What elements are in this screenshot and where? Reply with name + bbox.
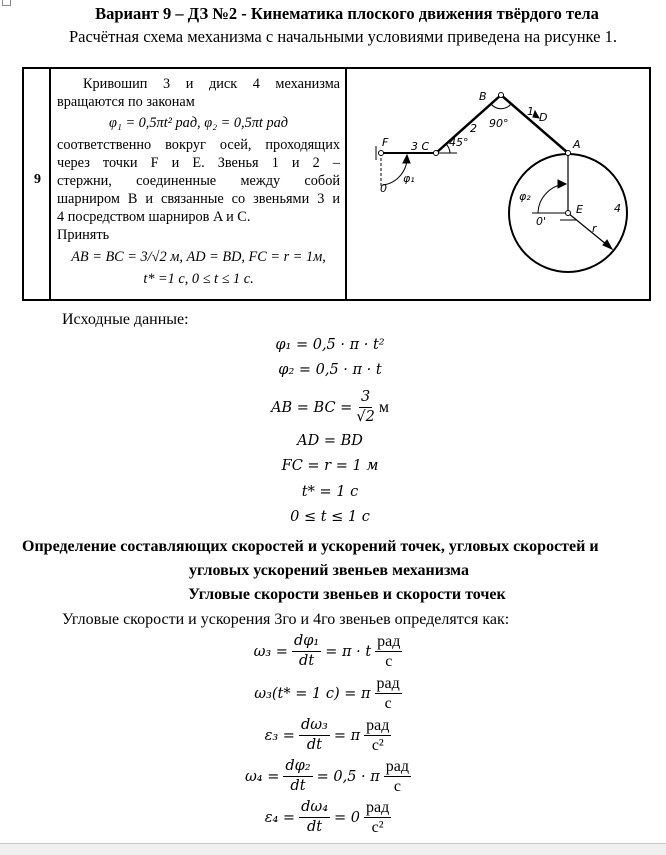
eq-rhs: = π · t (325, 643, 372, 660)
document-subtitle: Расчётная схема механизма с начальными условиями приведена на рисунке 1. (69, 27, 617, 46)
unit-numerator: рад (366, 799, 390, 816)
task-line: вращаются по законам (57, 94, 195, 110)
eq-lhs: ω₄ = (244, 768, 280, 785)
fraction-numerator: dω₃ (299, 716, 330, 736)
unit-numerator: рад (385, 758, 410, 775)
formula-ad: AD = BD (297, 433, 363, 449)
fraction-numerator: 3 (359, 388, 372, 408)
checkbox[interactable] (2, 0, 11, 6)
angle-90-arc (491, 104, 511, 109)
formula-phi1: φ₁ = 0,5 · π · t² (275, 337, 385, 353)
formula-fc: FC = r = 1 м (281, 458, 379, 474)
task-line: стержни, соединенные между собой (57, 173, 340, 189)
section-heading-cont: угловых ускорений звеньев механизма (189, 562, 469, 579)
label-A: A (573, 138, 581, 151)
fraction-numerator: dφ₂ (283, 757, 312, 777)
label-C: 3 C (411, 140, 430, 153)
unit-denominator: с (385, 653, 393, 670)
unit-denominator: с² (371, 819, 384, 836)
arrow-r-icon (603, 240, 612, 249)
hinge-C (434, 151, 439, 156)
unit-denominator: с (393, 778, 401, 795)
task-line: соответственно вокруг осей, проходящих (57, 137, 340, 153)
label-disk-4: 4 (614, 202, 621, 215)
task-formula: AB = BC = 3/√2 м, AD = BD, FC = r = 1м, (71, 249, 326, 265)
phi2-arc (538, 184, 566, 213)
label-B: B (479, 90, 487, 103)
equation-omega3-tstar (0, 674, 660, 713)
subsection-heading: Угловые скорости звеньев и скорости точек (188, 586, 506, 603)
fraction-denominator: √2 (356, 409, 375, 425)
eq-rhs: = 0,5 · π (316, 768, 380, 785)
task-line: 4 посредством шарниров A и C. (57, 209, 251, 225)
label-r: r (592, 222, 597, 235)
hinge-F (379, 151, 384, 156)
label-D: D (539, 111, 548, 124)
label-link-1: 1 (527, 105, 534, 118)
eq-lhs: ε₄ = (264, 809, 296, 826)
document-title: Вариант 9 – ДЗ №2 - Кинематика плоского движения твёрдого тела (95, 4, 599, 23)
variant-number: 9 (34, 172, 41, 187)
task-line: через точки F и E. Звенья 1 и 2 – (57, 155, 340, 171)
phi1-arrow-icon (403, 155, 410, 163)
unit-numerator: рад (366, 717, 390, 734)
label-45: 45° (449, 136, 469, 149)
label-E: E (576, 203, 583, 216)
unit-numerator: рад (376, 675, 400, 692)
initial-data-label: Исходные данные: (62, 311, 189, 328)
unit-numerator: рад (377, 633, 401, 650)
label-link-2: 2 (470, 122, 477, 135)
task-line: Кривошип 3 и диск 4 механизма (83, 76, 340, 92)
task-line: шарниром B и связанные со звеньями 3 и (57, 191, 340, 207)
fraction-denominator: dt (290, 778, 306, 794)
formula-phi2: φ₂ = 0,5 · π · t (278, 362, 382, 378)
hinge-A (566, 151, 571, 156)
rod-1 (501, 95, 568, 153)
formula-lhs: AB = BC = (271, 399, 353, 416)
formula-trange: 0 ≤ t ≤ 1 c (290, 509, 370, 525)
label-0: 0 (380, 182, 387, 195)
task-formula: φ₁ = 0,5πt² рад, φ₂ = 0,5πt рад (108, 115, 288, 131)
eq-rhs: = 0 (334, 809, 360, 826)
section-heading: Определение составляющих скоростей и ускорений точек, угловых скоростей и (22, 538, 599, 555)
hinge-E (566, 211, 571, 216)
fraction-numerator: dω₄ (299, 798, 330, 818)
label-phi2: φ₂ (519, 190, 531, 203)
task-formula: t* =1 c, 0 ≤ t ≤ 1 c. (143, 271, 254, 287)
unit-denominator: с (384, 695, 392, 712)
table-divider (49, 69, 51, 299)
label-phi1: φ₁ (403, 172, 415, 185)
eq-lhs: ω₃ = (253, 643, 288, 660)
formula-ab (0, 388, 660, 427)
equation-epsilon3 (0, 716, 660, 755)
mechanism-diagram (346, 68, 651, 300)
eq-lhs: ε₃ = (264, 727, 295, 744)
status-bar (0, 843, 666, 855)
label-90: 90° (489, 117, 509, 130)
formula-tstar: t* = 1 c (301, 484, 359, 500)
equation-omega3 (0, 632, 660, 671)
fraction-numerator: dφ₁ (292, 632, 321, 652)
fraction-denominator: dt (307, 819, 323, 835)
eq-rhs: = π (333, 727, 361, 744)
hinge-B (499, 93, 504, 98)
label-F: F (382, 136, 389, 149)
unit: м (378, 398, 389, 416)
phi2-arrow-icon (558, 180, 566, 188)
unit-denominator: с² (371, 737, 384, 754)
fraction-denominator: dt (306, 737, 322, 753)
eq-lhs: ω₃(t* = 1 c) = π (254, 685, 371, 702)
fraction-denominator: dt (299, 653, 315, 669)
task-line: Принять (57, 227, 110, 243)
equation-omega4 (0, 757, 660, 796)
equation-epsilon4 (0, 798, 660, 837)
intro-text: Угловые скорости и ускорения 3го и 4го звеньев определятся как: (62, 611, 510, 628)
label-0-prime: 0' (536, 215, 547, 228)
